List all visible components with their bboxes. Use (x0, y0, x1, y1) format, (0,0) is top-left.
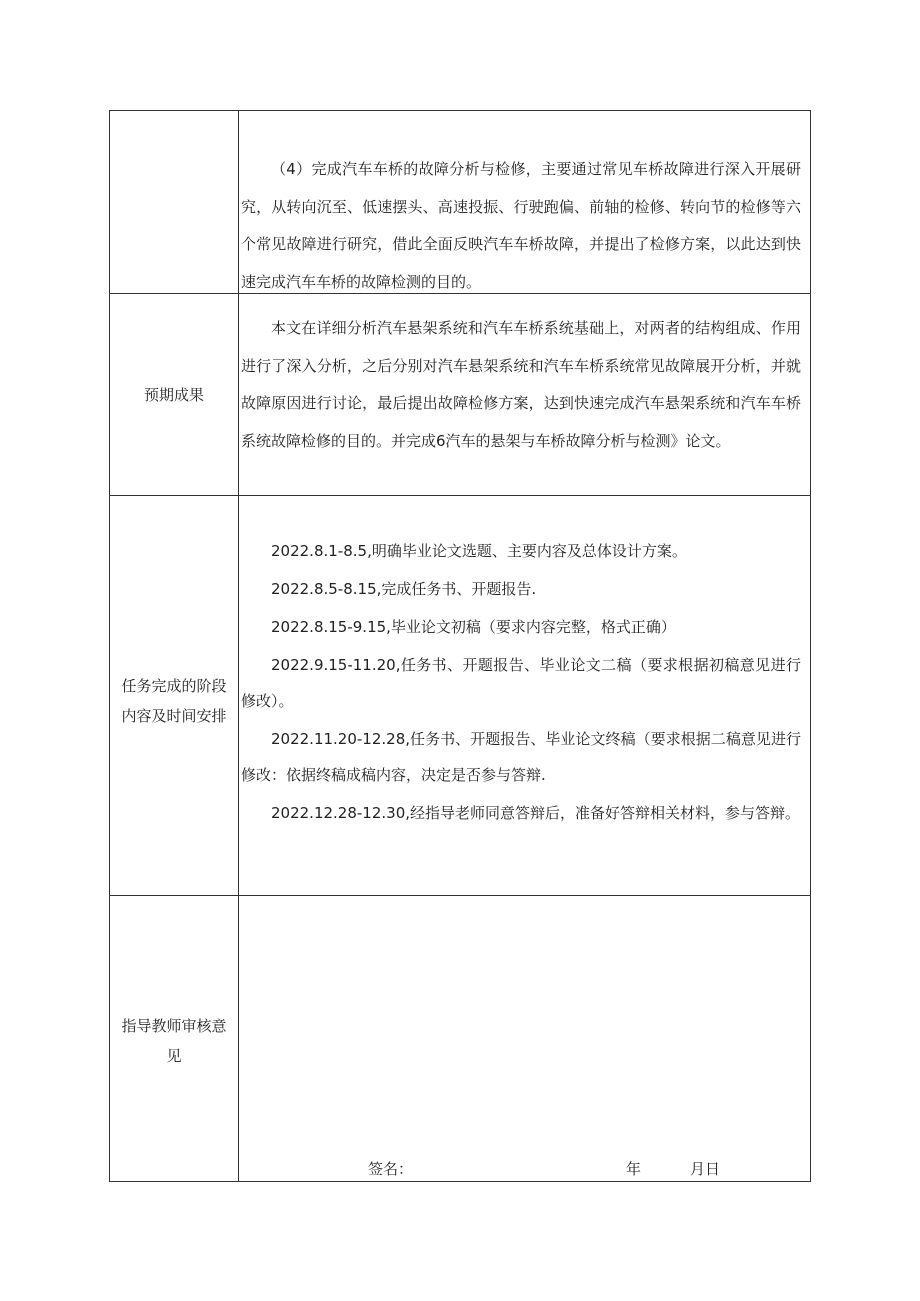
schedule-cell (241, 533, 801, 833)
signature-row (110, 1157, 810, 1181)
row-divider (110, 495, 810, 496)
schedule-item: 2022.11.20-12.28,任务书、开题报告、毕业论文终稿（要求根据二稿意见进行修改：依据终稿成稿内容，决定是否参与答辩. (241, 730, 801, 784)
row-divider (110, 293, 810, 294)
schedule-label (110, 671, 238, 731)
schedule-label-line1: 任务完成的阶段 (121, 677, 227, 695)
row-divider (110, 895, 810, 896)
expected-results-label: 预期成果 (143, 386, 204, 404)
expected-results-cell (241, 310, 801, 460)
continuation-cell (241, 151, 801, 301)
advisor-review-label (110, 1011, 238, 1071)
advisor-review-label-line1: 指导教师审核意 (121, 1017, 227, 1035)
thesis-task-form (109, 110, 811, 1182)
schedule-item: 2022.8.15-9.15,毕业论文初稿（要求内容完整，格式正确） (271, 618, 676, 636)
year-label: 年 (626, 1160, 642, 1178)
schedule-label-line2: 内容及时间安排 (121, 707, 227, 725)
schedule-item: 2022.9.15-11.20,任务书、开题报告、毕业论文二稿（要求根据初稿意见进行修改）。 (241, 656, 801, 710)
schedule-item: 2022.8.1-8.5,明确毕业论文选题、主要内容及总体设计方案。 (271, 542, 687, 560)
continuation-text: （4）完成汽车车桥的故障分析与检修，主要通过常见车桥故障进行深入开展研究，从转向沉至、低速摆头、高速投振、行驶跑偏、前轴的检修、转向节的检修等六个常见故障进行研究，借此全面反映汽车车桥故障，并提出了检修方案，以此达到快速完成汽车车桥的故障检测的目的。 (241, 160, 801, 291)
signature-label: 签名： (368, 1160, 414, 1178)
advisor-review-label-line2: 见 (166, 1047, 182, 1065)
schedule-item: 2022.12.28-12.30,经指导老师同意答辩后，准备好答辩相关材料，参与答辩。 (271, 804, 801, 822)
schedule-item: 2022.8.5-8.15,完成任务书、开题报告. (271, 580, 537, 598)
column-divider (238, 111, 239, 1181)
month-day-label: 月日 (690, 1160, 721, 1178)
expected-results-text: 本文在详细分析汽车悬架系统和汽车车桥系统基础上，对两者的结构组成、作用进行了深入分析，之后分别对汽车悬架系统和汽车车桥系统常见故障展开分析，并就故障原因进行讨论，最后提出故障检修方案，达到快速完成汽车悬架系统和汽车车桥系统故障检修的目的。并完成6汽车的悬架与车桥故障分析与检测》论文。 (241, 319, 801, 450)
